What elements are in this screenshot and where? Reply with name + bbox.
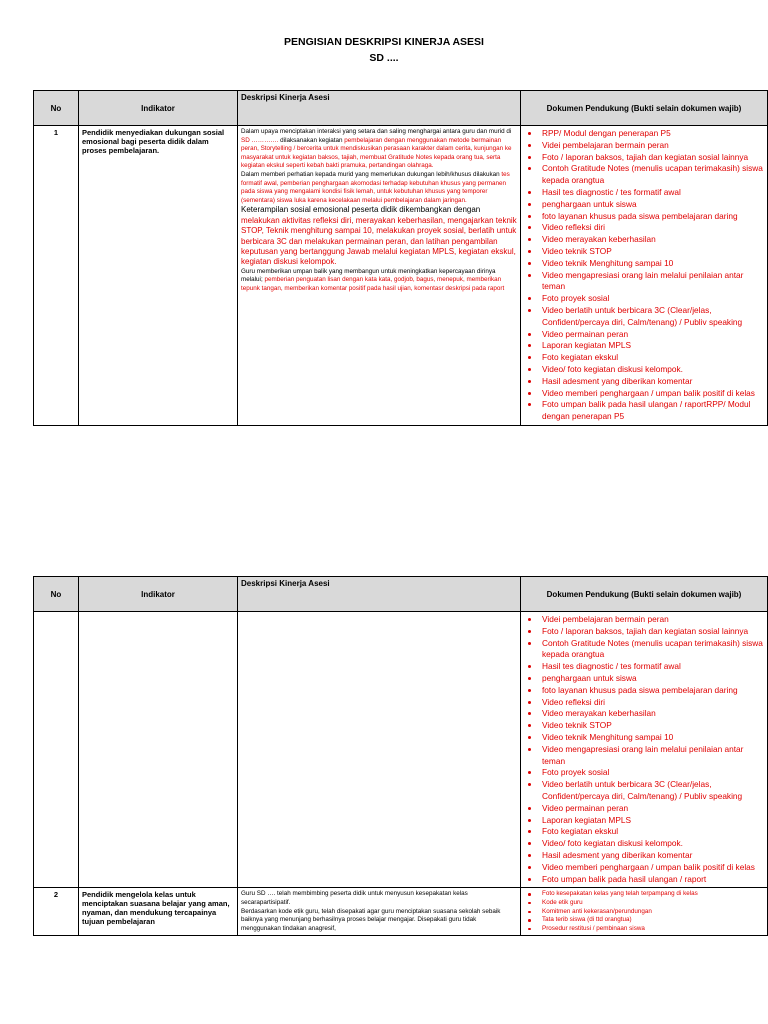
deskripsi-highlight: pembelajaran dengan menggunakan metode bermainan peran, Storytelling / bercerita untuk mendiskusikan perasaan karakter dalam cerita, kunjungan ke masyarakat untuk kegiatan baksos, tajiah, membuat Gratitude Notes kepada orang tua, serta kegiatan ekskul seperti kebah bakti pramuka, pertandingan olahraga. <box>241 136 512 170</box>
deskripsi-paragraph <box>241 268 517 294</box>
dokumen-item: Kode etik guru <box>542 899 764 908</box>
dokumen-item: penghargaan untuk siswa <box>542 673 764 685</box>
row-number <box>34 612 79 888</box>
header-dokumen: Dokumen Pendukung (Bukti selain dokumen wajib) <box>521 91 768 126</box>
deskripsi-highlight: pemberian penguatan lisan dengan kata kata, godjob, bagus, menepuk, memberikan tepunk tangan, memberikan komentar positif pada hasil ujian, komentasr deskripsi pada raport <box>241 276 505 292</box>
page-title: PENGISIAN DESKRIPSI KINERJA ASESI <box>284 36 484 48</box>
dokumen-item: Video permainan peran <box>542 329 764 341</box>
deskripsi-paragraph <box>241 205 517 267</box>
dokumen-item: Video teknik STOP <box>542 720 764 732</box>
dokumen-item: Video permainan peran <box>542 803 764 815</box>
dokumen-item: Foto / laporan baksos, tajiah dan kegiatan sosial lainnya <box>542 626 764 638</box>
kinerja-table-1 <box>33 90 768 426</box>
dokumen-item: Tata terib siswa (di ttd orangtua) <box>542 916 764 925</box>
kinerja-table-2 <box>33 576 768 936</box>
dokumen-item: Video mengapresiasi orang lain melalui penilaian antar teman <box>542 270 764 294</box>
deskripsi-paragraph: Guru SD …. telah membimbing peserta didik untuk menyusun kesepakatan kelas secarapartisipatif. <box>241 890 468 906</box>
dokumen-item: Foto umpan balik pada hasil ulangan / raport <box>542 874 764 886</box>
dokumen-item: Hasil tes diagnostic / tes formatif awal <box>542 187 764 199</box>
dokumen-item: Foto proyek sosial <box>542 767 764 779</box>
dokumen-cell <box>521 126 768 426</box>
deskripsi-cell <box>238 612 521 888</box>
header-deskripsi: Deskripsi Kinerja Asesi <box>238 577 521 612</box>
dokumen-item: Video teknik STOP <box>542 246 764 258</box>
dokumen-item: Contoh Gratitude Notes (menulis ucapan terimakasih) siswa kepada orangtua <box>542 163 763 186</box>
deskripsi-text: Keterampilan sosial emosional peserta didik dikembangkan dengan <box>241 205 481 215</box>
dokumen-list <box>524 614 764 885</box>
indikator-text <box>79 612 238 888</box>
dokumen-item: Foto / laporan baksos, tajiah dan kegiatan sosial lainnya <box>542 152 764 164</box>
dokumen-item: Foto umpan balik pada hasil ulangan / raportRPP/ Modul dengan penerapan P5 <box>542 399 764 423</box>
deskripsi-text: Dalam upaya menciptakan interaksi yang setara dan saling menghargai antara guru dan murid di <box>241 128 512 135</box>
dokumen-item: Foto kesepakatan kelas yang telah terpampang di kelas <box>542 890 764 899</box>
dokumen-cell <box>521 612 768 888</box>
deskripsi-cell <box>238 126 521 426</box>
dokumen-item: Videi pembelajaran bermain peran <box>542 140 764 152</box>
header-dokumen: Dokumen Pendukung (Bukti selain dokumen wajib) <box>521 577 768 612</box>
dokumen-item: Hasil tes diagnostic / tes formatif awal <box>542 661 764 673</box>
dokumen-item: Hasil adesment yang diberikan komentar <box>542 850 764 862</box>
row-number: 2 <box>34 888 79 936</box>
dokumen-item: Laporan kegiatan MPLS <box>542 340 764 352</box>
row-number: 1 <box>34 126 79 426</box>
header-no: No <box>34 577 79 612</box>
header-indikator: Indikator <box>79 577 238 612</box>
dokumen-item: Video refleksi diri <box>542 697 764 709</box>
dokumen-item: Prosedur restitusi / pembinaan siswa <box>542 925 764 934</box>
dokumen-item: foto layanan khusus pada siswa pembelajaran daring <box>542 685 764 697</box>
deskripsi-paragraph <box>241 128 517 171</box>
page-subtitle: SD .... <box>369 52 399 64</box>
dokumen-item: penghargaan untuk siswa <box>542 199 764 211</box>
table-row <box>34 126 768 426</box>
dokumen-item: Videi pembelajaran bermain peran <box>542 614 764 626</box>
table-header-row <box>34 91 768 126</box>
deskripsi-highlight: melakukan aktivitas refleksi diri, merayakan keberhasilan, mengajarkan teknik STOP, Teknik menghitung sampai 10, melakukan proyek sosial, berlatih untuk berbicara 3C dan melakukan permainan peran, dan latihan pengambilan keputusan yang bertanggung Jawab melalui kegiatan MPLS, kegiatan ekskul, kegiatan diskusi kelompok. <box>241 215 517 267</box>
dokumen-cell <box>521 888 768 936</box>
header-no: No <box>34 91 79 126</box>
dokumen-item: Video merayakan keberhasilan <box>542 708 764 720</box>
deskripsi-highlight: SD …………. <box>241 136 279 144</box>
dokumen-item: Video berlatih untuk berbicara 3C (Clear/jelas, Confident/percaya diri, Calm/tenang) / Publiv speaking <box>542 305 764 329</box>
dokumen-item: Foto proyek sosial <box>542 293 764 305</box>
dokumen-item: Hasil adesment yang diberikan komentar <box>542 376 764 388</box>
header-indikator: Indikator <box>79 91 238 126</box>
dokumen-item: Video berlatih untuk berbicara 3C (Clear/jelas, Confident/percaya diri, Calm/tenang) / Publiv speaking <box>542 779 764 803</box>
table-row <box>34 888 768 936</box>
dokumen-item: Video refleksi diri <box>542 222 764 234</box>
dokumen-item: Foto kegiatan ekskul <box>542 352 764 364</box>
dokumen-list <box>524 128 764 423</box>
deskripsi-text: Guru memberikan umpan balik yang membangun untuk meningkatkan kepercayaan dirinya melalui; <box>241 267 496 284</box>
deskripsi-paragraph <box>241 171 517 205</box>
dokumen-item: Foto kegiatan ekskul <box>542 826 764 838</box>
table-header-row <box>34 577 768 612</box>
dokumen-item: foto layanan khusus pada siswa pembelajaran daring <box>542 211 764 223</box>
dokumen-item: Video memberi penghargaan / umpan balik positif di kelas <box>542 862 764 874</box>
deskripsi-text: Dalam memberi perhatian kepada murid yang memerlukan dukungan lebih/khusus dilakukan <box>241 170 502 178</box>
dokumen-item: Video/ foto kegiatan diskusi kelompok. <box>542 838 764 850</box>
deskripsi-text: dilaksanakan kegiatan <box>278 136 345 144</box>
dokumen-item: RPP/ Modul dengan penerapan P5 <box>542 128 764 140</box>
deskripsi-cell <box>238 888 521 936</box>
deskripsi-paragraph: Berdasarkan kode etik guru, telah disepakati agar guru menciptakan suasana sekolah sebaik baiknya yang menunjang berhasilnya proses belajar mengajar. Disepakati guru tidak menggunakan tindakan anagresif, <box>241 907 501 932</box>
deskripsi-highlight: tes formatif awal, pemberian penghargaan akomodasi terhadap kebutuhan khusus yang permanen pada siswa yang mengalami kondisi fisik lemah, untuk kebutuhan khusus yang temporer (sementara) siswa luka karena kecelakaan melalui pembelajaran dalam jaringan. <box>241 170 510 204</box>
indikator-text: Pendidik mengelola kelas untuk menciptakan suasana belajar yang aman, nyaman, dan mendukung tercapainya tujuan pembelajaran <box>79 888 238 936</box>
dokumen-item: Video/ foto kegiatan diskusi kelompok. <box>542 364 764 376</box>
dokumen-item: Video teknik Menghitung sampai 10 <box>542 258 764 270</box>
dokumen-item: Video teknik Menghitung sampai 10 <box>542 732 764 744</box>
dokumen-item: Video mengapresiasi orang lain melalui penilaian antar teman <box>542 744 764 768</box>
indikator-text: Pendidik menyediakan dukungan sosial emosional bagi peserta didik dalam proses pembelajaran. <box>79 126 238 426</box>
header-deskripsi: Deskripsi Kinerja Asesi <box>238 91 521 126</box>
dokumen-item: Contoh Gratitude Notes (menulis ucapan terimakasih) siswa kepada orangtua <box>542 637 763 660</box>
dokumen-item: Video memberi penghargaan / umpan balik positif di kelas <box>542 388 764 400</box>
dokumen-item: Video merayakan keberhasilan <box>542 234 764 246</box>
dokumen-item: Komitmen anti kekerasan/perundungan <box>542 908 764 917</box>
table-row <box>34 612 768 888</box>
dokumen-list <box>524 890 764 933</box>
dokumen-item: Laporan kegiatan MPLS <box>542 815 764 827</box>
